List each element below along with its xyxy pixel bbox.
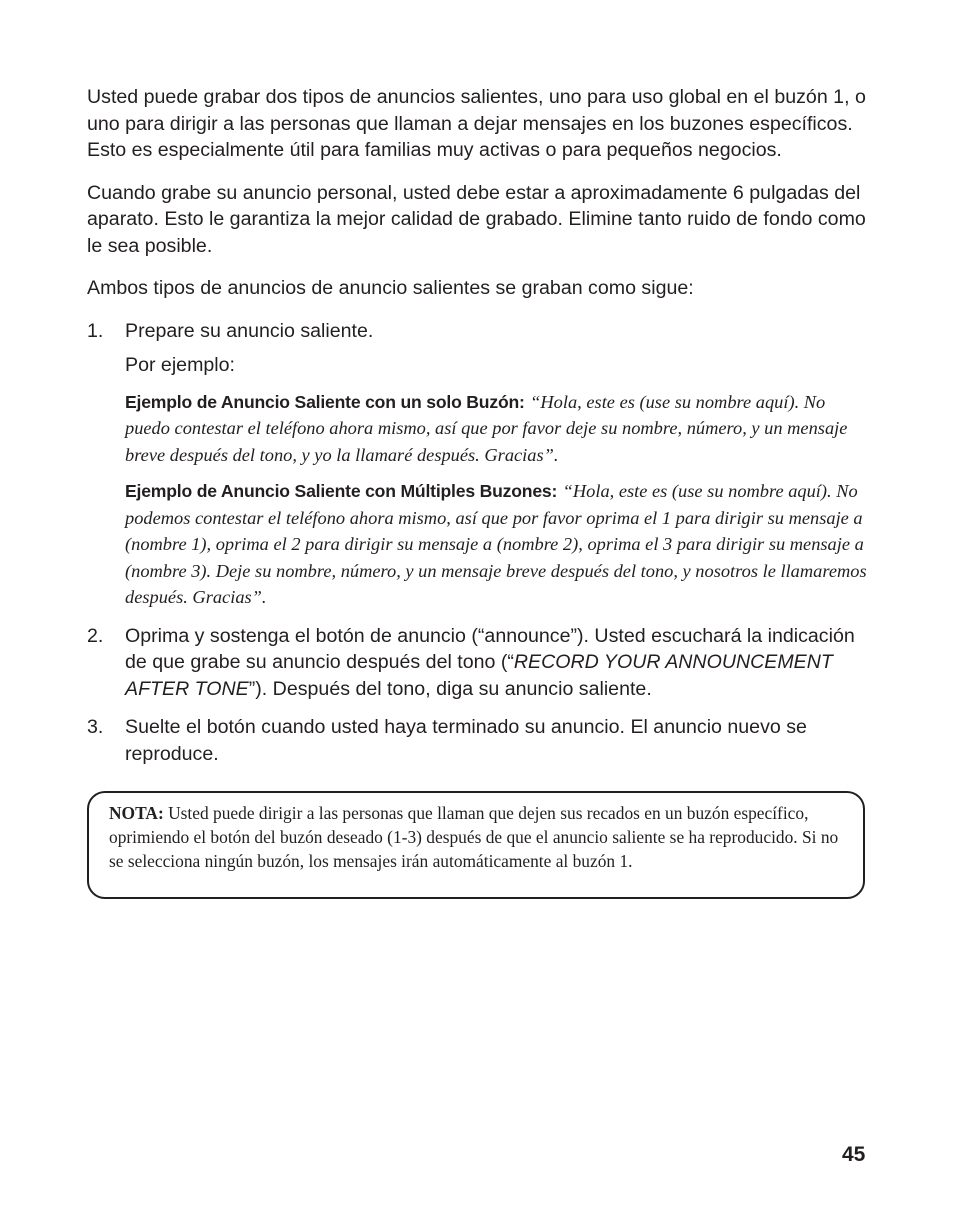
example-label: Ejemplo de Anuncio Saliente con Múltiples Buzones: xyxy=(125,481,558,501)
step-text: Suelte el botón cuando usted haya terminado su anuncio. El anuncio nuevo se reproduce. xyxy=(125,716,807,765)
procedure-intro: Ambos tipos de anuncios de anuncio salientes se graban como sigue: xyxy=(87,277,694,299)
example-text: “Hola, este es (use su nombre aquí). No podemos contestar el teléfono ahora mismo, así que por favor oprima el 1 para dirigir su mensaje a (nombre 1), oprima el 2 para dirigir su mensaje a (nombre 2), oprima el 3 para dirigir su mensaje a (nombre 3). Deje su nombre, número, y un mensaje breve después del tono, y nosotros le llamaremos después. Gracias”. xyxy=(125,481,867,607)
step-number: 2. xyxy=(87,624,104,647)
step-number: 1. xyxy=(87,319,104,342)
example-intro: Por ejemplo: xyxy=(125,354,235,376)
page-number: 45 xyxy=(842,1143,866,1166)
example-text: “Hola, este es (use su nombre aquí). No puedo contestar el teléfono ahora mismo, así que por favor deje su nombre, número, y un mensaje breve después del tono, y yo la llamaré después. Gracias”. xyxy=(125,391,848,465)
step-text xyxy=(125,623,867,703)
step-text: Prepare su anuncio saliente. xyxy=(125,319,374,342)
step-3 xyxy=(87,714,867,767)
note-text: Usted puede dirigir a las personas que llaman que dejen sus recados en un buzón específico, oprimiendo el botón del buzón deseado (1-3) después de que el anuncio saliente se ha reproducido. Si no se selecciona ningún buzón, los mensajes irán automáticamente al buzón 1. xyxy=(109,803,839,871)
prompt-text: RECORD YOUR ANNOUNCEMENT AFTER TONE xyxy=(125,651,833,700)
multiple-mailbox-example xyxy=(125,478,867,611)
single-mailbox-example xyxy=(125,389,867,469)
step-2 xyxy=(87,623,867,703)
step-text-start: Oprima y sostenga el botón de anuncio (“announce”). Usted escuchará la indicación de que grabe su anuncio después del tono (“ xyxy=(125,624,855,673)
step-1 xyxy=(87,318,867,611)
note-box xyxy=(87,791,865,899)
distance-paragraph: Cuando grabe su anuncio personal, usted debe estar a aproximadamente 6 pulgadas del aparato. Esto le garantiza la mejor calidad de grabado. Elimine tanto ruido de fondo como le sea posible. xyxy=(87,181,866,257)
step-number: 3. xyxy=(87,716,104,738)
intro-paragraph: Usted puede grabar dos tipos de anuncios salientes, uno para uso global en el buzón 1, o uno para dirigir a las personas que llaman a dejar mensajes en los buzones específicos. Esto es especialmente útil para familias muy activas o para pequeños negocios. xyxy=(87,86,866,161)
steps-list xyxy=(87,318,867,768)
example-label: Ejemplo de Anuncio Saliente con un solo Buzón: xyxy=(125,391,525,412)
page-content xyxy=(87,84,867,779)
step-text-end: ”). Después del tono, diga su anuncio saliente. xyxy=(248,677,652,700)
note-label: NOTA: xyxy=(109,803,164,823)
